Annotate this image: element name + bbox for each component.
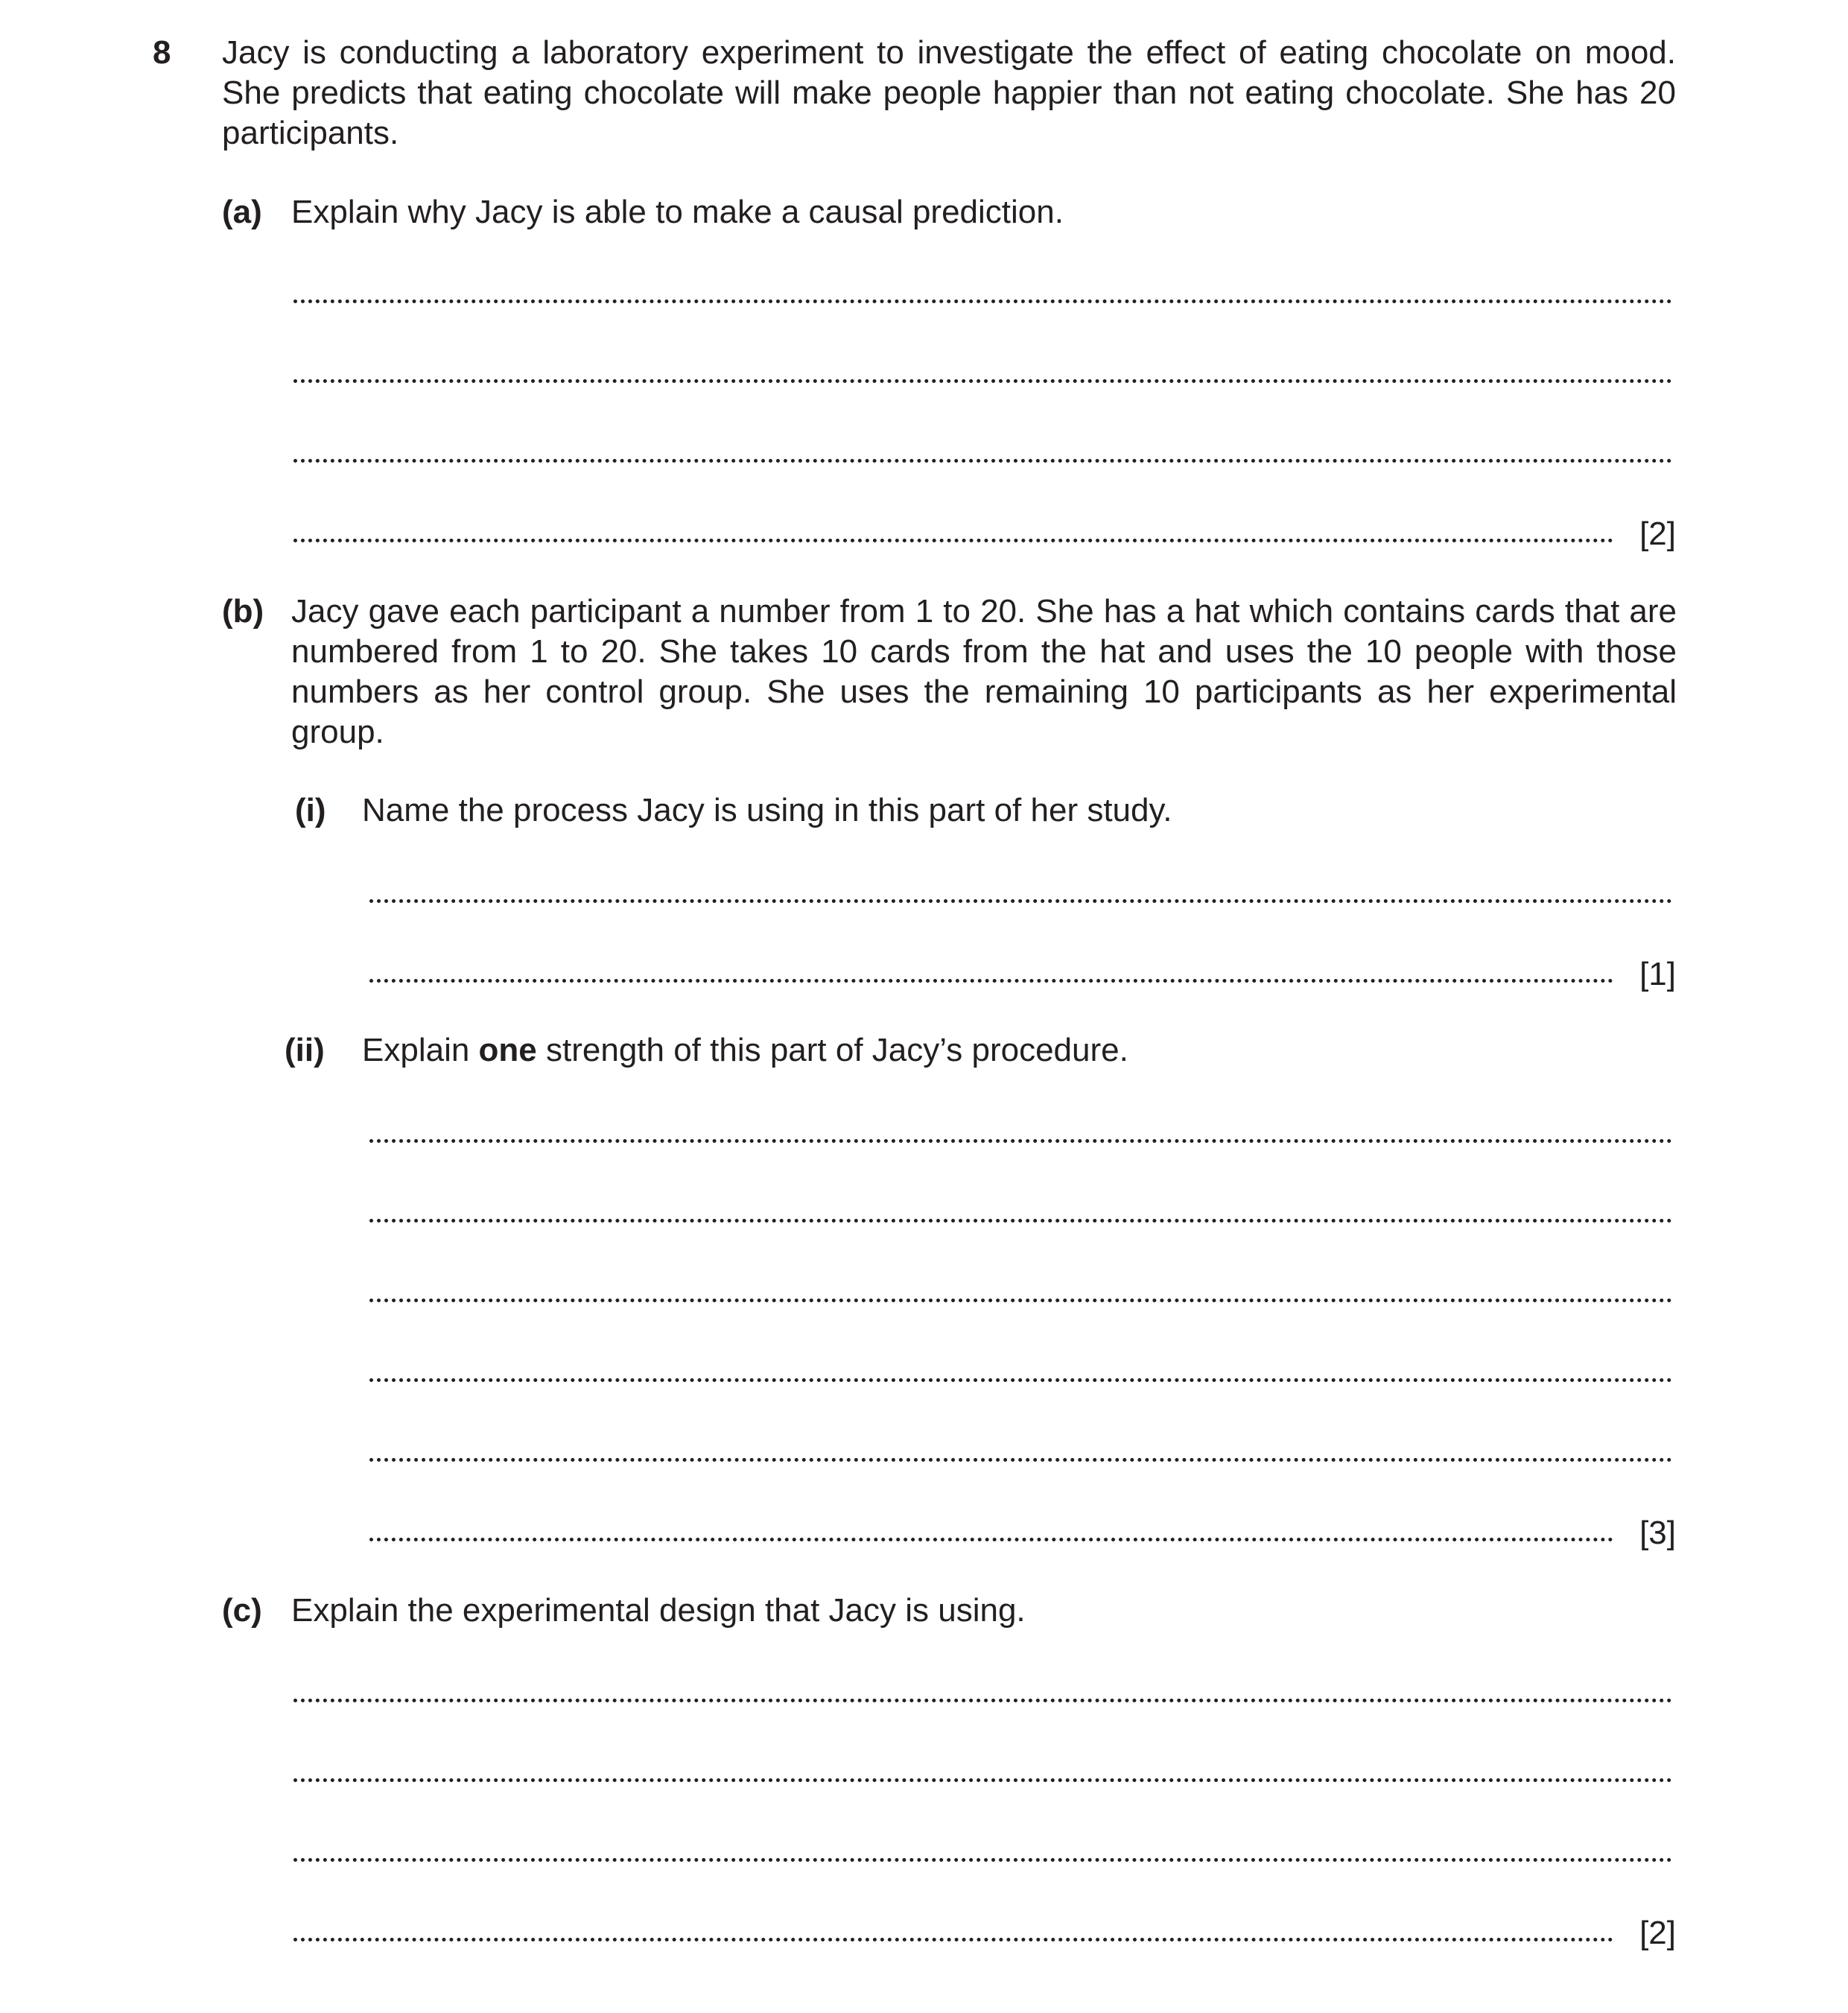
answer-line-b-ii-2[interactable] [369, 1219, 1672, 1223]
part-a-label: (a) [222, 194, 262, 230]
part-b-ii-text-after: strength of this part of Jacy’s procedure. [536, 1032, 1128, 1068]
answer-line-b-ii-1[interactable] [369, 1139, 1672, 1143]
question-number: 8 [153, 34, 171, 71]
part-b-label: (b) [222, 593, 264, 630]
part-b-i-question: Name the process Jacy is using in this part of her study. [362, 792, 1172, 828]
answer-line-a-2[interactable] [293, 379, 1672, 383]
part-b-stem: Jacy gave each participant a number from 1 to 20. She has a hat which contains cards that are numbered from 1 to 20. She takes 10 cards from the hat and uses the 10 people with those numbers as her control group. She uses the remaining 10 participants as her experimental group. [291, 593, 1677, 750]
part-b-ii-text-before: Explain [362, 1032, 479, 1068]
answer-line-b-ii-4[interactable] [369, 1378, 1672, 1382]
answer-line-b-i-2[interactable] [369, 979, 1613, 983]
part-c-question: Explain the experimental design that Jacy is using. [291, 1592, 1026, 1629]
answer-line-a-4[interactable] [293, 539, 1613, 542]
part-b-ii-marks: [3] [1639, 1515, 1676, 1551]
answer-line-c-3[interactable] [293, 1858, 1672, 1862]
answer-line-b-ii-3[interactable] [369, 1299, 1672, 1302]
part-b-ii-emphasis: one [478, 1032, 537, 1068]
answer-line-a-3[interactable] [293, 459, 1672, 463]
part-c-marks: [2] [1639, 1915, 1676, 1951]
answer-line-c-1[interactable] [293, 1699, 1672, 1702]
question-stem: Jacy is conducting a laboratory experiment to investigate the effect of eating chocolate on mood. She predicts that eating chocolate will make people happier than not eating chocolate. She has 20 participants. [222, 34, 1676, 151]
part-b-i-label: (i) [295, 792, 326, 828]
part-b-i-marks: [1] [1639, 956, 1676, 992]
answer-line-c-4[interactable] [293, 1938, 1613, 1941]
answer-line-b-ii-6[interactable] [369, 1538, 1613, 1541]
answer-line-c-2[interactable] [293, 1778, 1672, 1782]
answer-line-a-1[interactable] [293, 299, 1672, 303]
answer-line-b-i-1[interactable] [369, 899, 1672, 903]
part-c-label: (c) [222, 1592, 262, 1629]
part-b-ii-question [362, 1030, 1677, 1071]
part-b-ii-label: (ii) [285, 1032, 325, 1068]
part-a-marks: [2] [1639, 516, 1676, 552]
answer-line-b-ii-5[interactable] [369, 1458, 1672, 1462]
part-a-question: Explain why Jacy is able to make a causal prediction. [291, 194, 1064, 230]
